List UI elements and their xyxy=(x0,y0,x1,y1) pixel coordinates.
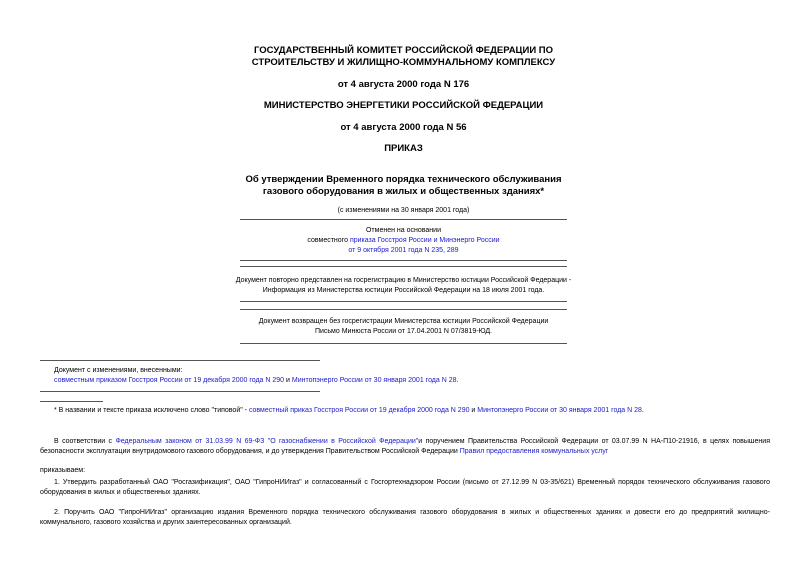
subject-line2: газового оборудования в жилых и общественных зданиях* xyxy=(262,186,545,197)
committee-title-line1: ГОСУДАРСТВЕННЫЙ КОМИТЕТ РОССИЙСКОЙ ФЕДЕРАЦИИ ПО xyxy=(253,45,554,56)
returned-line1: Документ возвращен без госрегистрации Министерства юстиции Российской Федерации xyxy=(258,318,549,325)
committee-title-line2: СТРОИТЕЛЬСТВУ И ЖИЛИЩНО-КОММУНАЛЬНОМУ КОМПЛЕКСУ xyxy=(251,57,556,68)
subject-line1: Об утверждении Временного порядка технического обслуживания xyxy=(245,174,562,185)
amendment-link-gosstroy[interactable]: совместным приказом Госстроя России от 19 декабря 2000 года N 290 xyxy=(54,377,285,384)
cancelled-basis xyxy=(0,236,807,245)
divider xyxy=(40,360,320,361)
cancelled-order-date-link[interactable]: от 9 октября 2001 года N 235, 289 xyxy=(348,247,459,254)
divider xyxy=(240,266,567,267)
amendment-link-mintopenergo[interactable]: Минтопэнерго России от 30 января 2001 года N 28 xyxy=(291,377,457,384)
document-type: ПРИКАЗ xyxy=(384,143,423,154)
footnote-divider xyxy=(40,401,103,402)
cancelled-basis-date xyxy=(0,246,807,255)
committee-order-date: от 4 августа 2000 года N 176 xyxy=(337,79,470,90)
preamble-paragraph xyxy=(40,437,770,456)
amendments-label: Документ с изменениями, внесенными: xyxy=(54,367,183,374)
federal-law-link[interactable]: Федеральным законом от 31.03.99 N 69-ФЗ "О газоснабжении в Российской Федерации" xyxy=(115,438,419,445)
order-item-2: 2. Поручить ОАО "ГипроНИИгаз" организацию издания Временного порядка технического обслуживания газового оборудования в жилых и общественных зданиях и довести его до предприятий жилищно-коммунального, газового хозяйства и других заинтересованных организаций. xyxy=(40,509,770,526)
changes-note: (с изменениями на 30 января 2001 года) xyxy=(337,207,470,214)
footnote-and: и xyxy=(469,407,478,414)
cancelled-order-link[interactable]: приказа Госстроя России и Минэнерго России xyxy=(349,237,500,244)
footnote-end: . xyxy=(641,407,644,414)
cancelled-label: Отменен на основании xyxy=(365,227,441,234)
ordered-label: приказываем: xyxy=(40,467,86,474)
returned-line2: Письмо Минюста России от 17.04.2001 N 07/3819-ЮД. xyxy=(314,328,493,335)
footnote-link-gosstroy[interactable]: совместный приказ Госстроя России от 19 декабря 2000 года N 290 xyxy=(248,407,470,414)
divider xyxy=(240,309,567,310)
footnote xyxy=(54,406,644,416)
utility-rules-link[interactable]: Правил предоставления коммунальных услуг xyxy=(459,447,609,455)
amendments-end: . xyxy=(456,377,459,384)
preamble-text1: В соответствии с xyxy=(54,438,116,445)
preamble-text2: и поручением Правительства Российской Федерации от 03.07.99 N НА-П10-21916, в целях повышения безопасности эксплуатации внутридомового газового оборудования, и до утверждения Правительством Российской Федерации xyxy=(40,438,771,455)
divider xyxy=(240,301,567,302)
divider xyxy=(240,343,567,344)
amendments-and: и xyxy=(284,377,292,384)
ministry-title: МИНИСТЕРСТВО ЭНЕРГЕТИКИ РОССИЙСКОЙ ФЕДЕРАЦИИ xyxy=(263,100,544,111)
footnote-link-mintopenergo[interactable]: Минтопэнерго России от 30 января 2001 года N 28 xyxy=(477,407,642,414)
divider xyxy=(240,219,567,220)
divider xyxy=(40,391,320,392)
ministry-order-date: от 4 августа 2000 года N 56 xyxy=(340,122,467,133)
divider xyxy=(240,260,567,261)
amendments-list xyxy=(54,376,458,386)
cancelled-prefix: совместного xyxy=(307,237,350,244)
resubmitted-line2: Информация из Министерства юстиции Российской Федерации на 18 июля 2001 года. xyxy=(262,287,545,294)
resubmitted-line1: Документ повторно представлен на госрегистрацию в Министерство юстиции Российской Федерации - xyxy=(235,277,572,284)
order-item-1: 1. Утвердить разработанный ОАО "Росгазификация", ОАО "ГипроНИИгаз" и согласованный с Госгортехнадзором России (письмо от 27.12.99 N 03-35/621) Временный порядок технического обслуживания газового оборудования в жилых и общественных зданиях. xyxy=(40,479,770,496)
footnote-text: * В названии и тексте приказа исключено слово "типовой" - xyxy=(54,407,249,414)
